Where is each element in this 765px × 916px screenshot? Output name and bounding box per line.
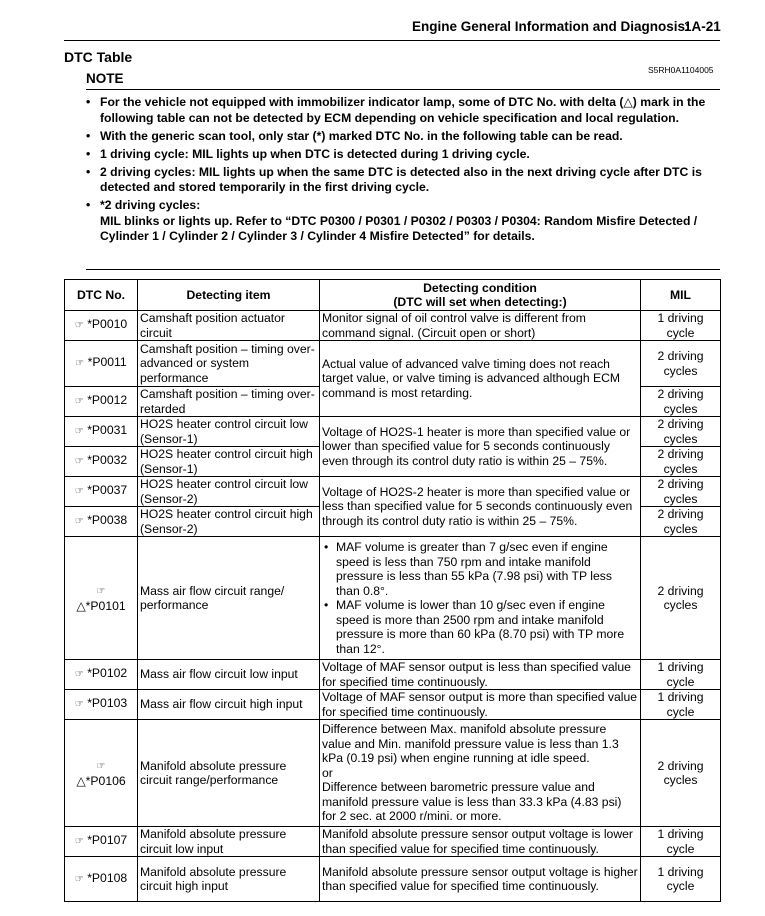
reference-icon: ☞	[96, 760, 106, 772]
dtc-code: ☞ *P0032	[65, 447, 138, 477]
mil-value: 1 driving cycle	[641, 857, 721, 902]
reference-icon: ☞	[74, 426, 84, 438]
section-title: DTC Table	[64, 49, 133, 65]
table-row	[65, 690, 721, 720]
table-row	[65, 311, 721, 341]
note-item: • With the generic scan tool, only star (*) marked DTC No. in the following table can be read.	[86, 128, 623, 143]
mil-value: 2 driving cycles	[641, 537, 721, 660]
table-row	[65, 477, 721, 507]
note-bottom-rule	[86, 269, 720, 270]
table-row	[65, 537, 721, 660]
note-item: • For the vehicle not equipped with immobilizer indicator lamp, some of DTC No. with delta (△) mark in the following table can not be detected by ECM depending on vehicle specification and local regulation.	[86, 95, 706, 125]
condition-or: or	[322, 765, 333, 780]
detecting-condition	[320, 537, 641, 660]
dtc-code: ☞ △*P0101	[65, 537, 138, 660]
detecting-condition: Monitor signal of oil control valve is different from command signal. (Circuit open or short)	[320, 311, 641, 341]
table-row	[65, 660, 721, 690]
mil-value: 2 driving cycles	[641, 341, 721, 387]
mil-value: 1 driving cycle	[641, 827, 721, 857]
reference-icon: ☞	[74, 669, 84, 681]
detecting-condition: Voltage of HO2S-2 heater is more than specified value or less than specified value for 5 seconds continuously even through its control duty ratio is within 25 – 75%.	[320, 477, 641, 537]
mil-value: 2 driving cycles	[641, 447, 721, 477]
table-row	[65, 417, 721, 447]
reference-icon: ☞	[74, 396, 84, 408]
note-label: NOTE	[86, 71, 124, 86]
mil-value: 2 driving cycles	[641, 720, 721, 827]
condition-bullet: • MAF volume is lower than 10 g/sec even if engine speed is more than 2500 rpm and intake manifold pressure is more than 60 kPa (8.70 psi) with TP more than 12°.	[336, 598, 638, 656]
dtc-header: DTC No.	[65, 280, 138, 311]
detecting-condition: Voltage of MAF sensor output is more than specified value for specified time continuously.	[320, 690, 641, 720]
document-code: S5RH0A1104005	[648, 65, 714, 75]
detecting-item: Camshaft position – timing over-retarded	[138, 387, 320, 417]
reference-icon: ☞	[74, 516, 84, 528]
detecting-condition: Voltage of MAF sensor output is less than specified value for specified time continuously.	[320, 660, 641, 690]
dtc-code: ☞ *P0107	[65, 827, 138, 857]
dtc-code: ☞ *P0010	[65, 311, 138, 341]
note-top-rule	[86, 89, 720, 90]
table-row	[65, 341, 721, 387]
header-rule	[64, 40, 720, 41]
note-item: • 1 driving cycle: MIL lights up when DTC is detected during 1 driving cycle.	[86, 146, 530, 161]
reference-icon: ☞	[74, 836, 84, 848]
dtc-code: ☞ *P0011	[65, 341, 138, 387]
table-row	[65, 720, 721, 827]
mil-header: MIL	[641, 280, 721, 311]
reference-icon: ☞	[74, 486, 84, 498]
detecting-item: HO2S heater control circuit low (Sensor-1)	[138, 417, 320, 447]
dtc-code: ☞ *P0038	[65, 507, 138, 537]
table-row	[65, 857, 721, 902]
detecting-item: Mass air flow circuit low input	[138, 660, 320, 690]
detecting-item: HO2S heater control circuit high (Sensor-2)	[138, 507, 320, 537]
dtc-code: ☞ *P0103	[65, 690, 138, 720]
note-list	[86, 95, 706, 247]
note-item: • 2 driving cycles: MIL lights up when the same DTC is detected also in the next driving cycle after DTC is detected and stored temporarily in the first driving cycle.	[86, 164, 702, 194]
detecting-condition: Manifold absolute pressure sensor output voltage is lower than specified value for specified time continuously.	[320, 827, 641, 857]
reference-icon: ☞	[75, 358, 85, 370]
dtc-code: ☞ *P0108	[65, 857, 138, 902]
detecting-item: HO2S heater control circuit high (Sensor-1)	[138, 447, 320, 477]
dtc-code: ☞ *P0102	[65, 660, 138, 690]
mil-value: 1 driving cycle	[641, 660, 721, 690]
dtc-code: ☞ △*P0106	[65, 720, 138, 827]
detecting-item: Manifold absolute pressure circuit range/performance	[138, 720, 320, 827]
detecting-item: Camshaft position actuator circuit	[138, 311, 320, 341]
detecting-item: Manifold absolute pressure circuit high input	[138, 857, 320, 902]
dtc-code: ☞ *P0037	[65, 477, 138, 507]
reference-icon: ☞	[74, 699, 84, 711]
table-row	[65, 827, 721, 857]
condition-bullet: • MAF volume is greater than 7 g/sec even if engine speed is less than 750 rpm and intake manifold pressure is less than 55 kPa (7.98 psi) with TP less than 0.8°.	[336, 540, 638, 598]
note-item: • *2 driving cycles: MIL blinks or lights up. Refer to “DTC P0300 / P0301 / P0302 / P0303 / P0304: Random Misfire Detected / Cylinder 1 / Cylinder 2 / Cylinder 3 / Cylinder 4 Misfire Detected” for details.	[86, 198, 698, 243]
reference-icon: ☞	[74, 873, 84, 885]
condition-header: Detecting condition (DTC will set when detecting:)	[320, 280, 641, 311]
mil-value: 1 driving cycle	[641, 311, 721, 341]
dtc-code: ☞ *P0012	[65, 387, 138, 417]
detecting-condition: Voltage of HO2S-1 heater is more than specified value or lower than specified value for 5 seconds continuously even through its control duty ratio is within 25 – 75%.	[320, 417, 641, 477]
dtc-table	[64, 279, 721, 902]
mil-value: 2 driving cycles	[641, 387, 721, 417]
detecting-item: Mass air flow circuit range/ performance	[138, 537, 320, 660]
detecting-condition	[320, 720, 641, 827]
page-number: 1A-21	[684, 19, 721, 34]
mil-value: 2 driving cycles	[641, 477, 721, 507]
reference-icon: ☞	[74, 456, 84, 468]
table-header-row	[65, 280, 721, 311]
mil-value: 2 driving cycles	[641, 507, 721, 537]
detecting-condition: Actual value of advanced valve timing does not reach target value, or valve timing is advanced although ECM command is most retarding.	[320, 341, 641, 417]
item-header: Detecting item	[138, 280, 320, 311]
detecting-item: Manifold absolute pressure circuit low input	[138, 827, 320, 857]
running-header-title: Engine General Information and Diagnosis:	[412, 19, 690, 34]
condition-text: Difference between Max. manifold absolute pressure value and Min. manifold pressure value is less than 1.3 kPa (0.19 psi) when engine running at idle speed.	[322, 722, 619, 766]
detecting-condition: Manifold absolute pressure sensor output voltage is higher than specified value for specified time continuously.	[320, 857, 641, 902]
mil-value: 1 driving cycle	[641, 690, 721, 720]
reference-icon: ☞	[96, 585, 106, 597]
detecting-item: Camshaft position – timing over-advanced or system performance	[138, 341, 320, 387]
condition-text: Difference between barometric pressure value and manifold pressure value is less than 33.3 kPa (4.83 psi) for 2 sec. at 2000 r/mini. or more.	[322, 780, 622, 824]
detecting-item: HO2S heater control circuit low (Sensor-2)	[138, 477, 320, 507]
dtc-code: ☞ *P0031	[65, 417, 138, 447]
mil-value: 2 driving cycles	[641, 417, 721, 447]
reference-icon: ☞	[74, 320, 84, 332]
detecting-item: Mass air flow circuit high input	[138, 690, 320, 720]
